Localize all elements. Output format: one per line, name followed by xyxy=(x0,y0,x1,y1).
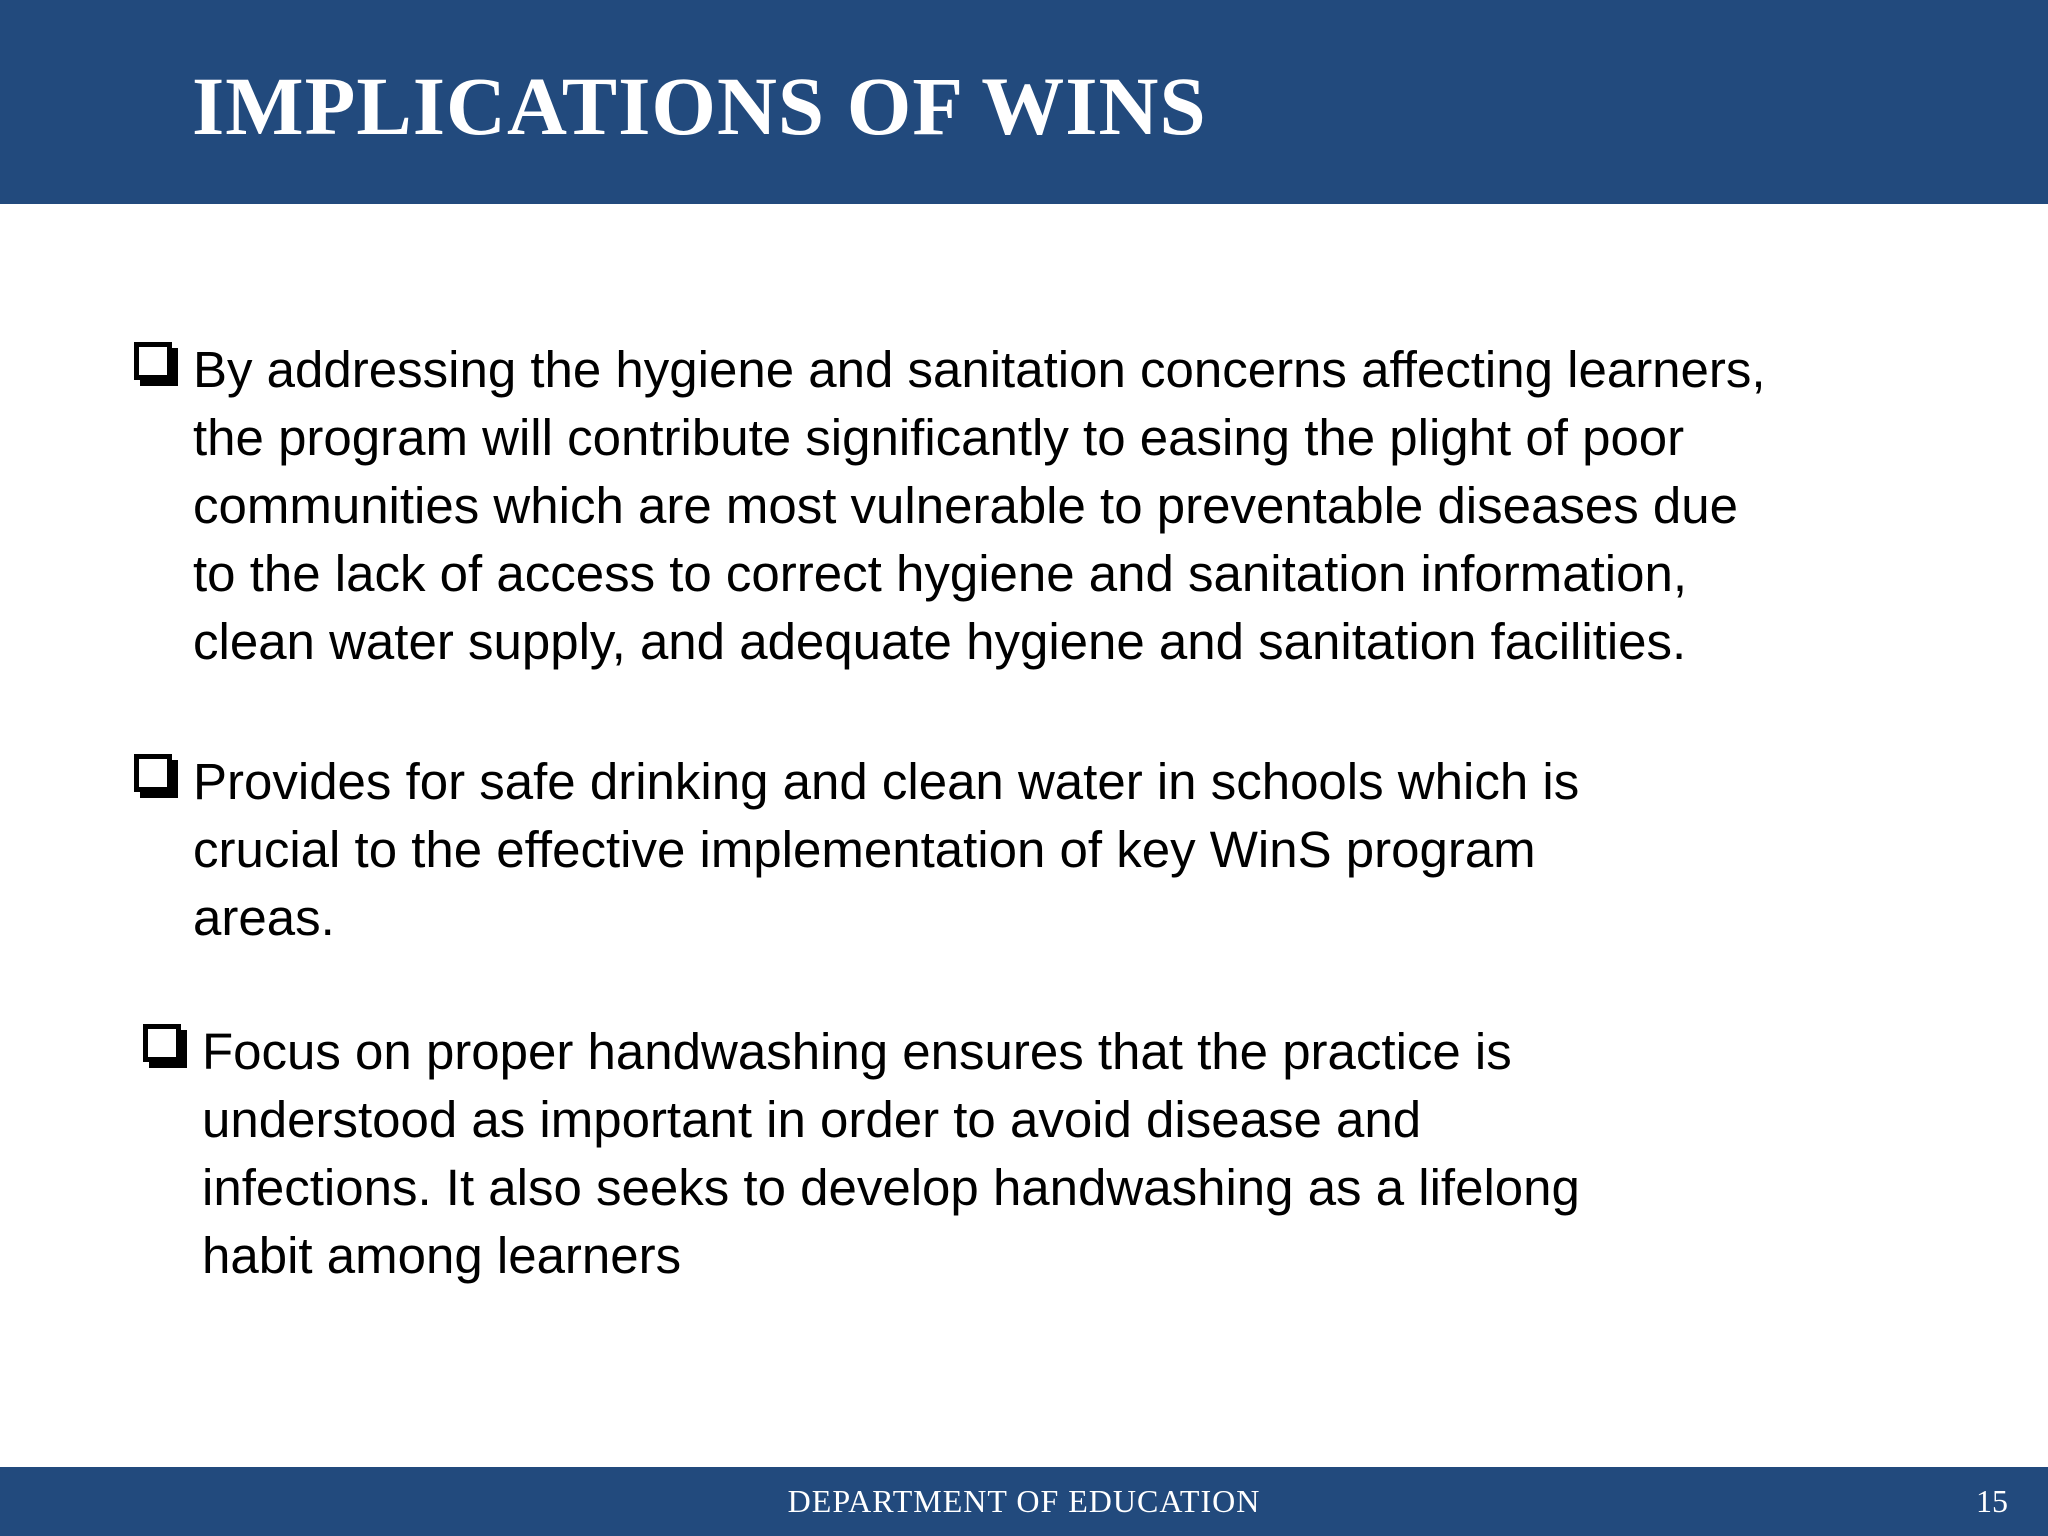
bullet-line: crucial to the effective implementation of key WinS program xyxy=(193,821,1536,878)
bullet-line: infections. It also seeks to develop handwashing as a lifelong xyxy=(202,1159,1580,1216)
bullet-line: understood as important in order to avoid disease and xyxy=(202,1091,1422,1148)
bullet-line: the program will contribute significantly to easing the plight of poor xyxy=(193,409,1685,466)
bullet-text xyxy=(193,336,1766,676)
checkbox-icon xyxy=(134,342,172,380)
bullet-text xyxy=(202,1018,1580,1290)
page-number: 15 xyxy=(1976,1483,2008,1519)
title-bar xyxy=(0,0,2048,204)
checkbox-icon xyxy=(134,754,172,792)
bullet-line: habit among learners xyxy=(202,1227,682,1284)
footer-bar xyxy=(0,1467,2048,1536)
bullet-line: clean water supply, and adequate hygiene and sanitation facilities. xyxy=(193,613,1687,670)
bullet-line: By addressing the hygiene and sanitation concerns affecting learners, xyxy=(193,341,1766,398)
bullet-text xyxy=(193,748,1579,952)
slide-title: IMPLICATIONS OF WINS xyxy=(192,60,1207,152)
bullet-line: to the lack of access to correct hygiene and sanitation information, xyxy=(193,545,1687,602)
bullet-line: communities which are most vulnerable to preventable diseases due xyxy=(193,477,1738,534)
bullet-line: Focus on proper handwashing ensures that the practice is xyxy=(202,1023,1512,1080)
bullet-line: areas. xyxy=(193,889,335,946)
checkbox-icon xyxy=(143,1024,181,1062)
footer-organization: DEPARTMENT OF EDUCATION xyxy=(787,1483,1261,1519)
bullet-line: Provides for safe drinking and clean water in schools which is xyxy=(193,753,1580,810)
